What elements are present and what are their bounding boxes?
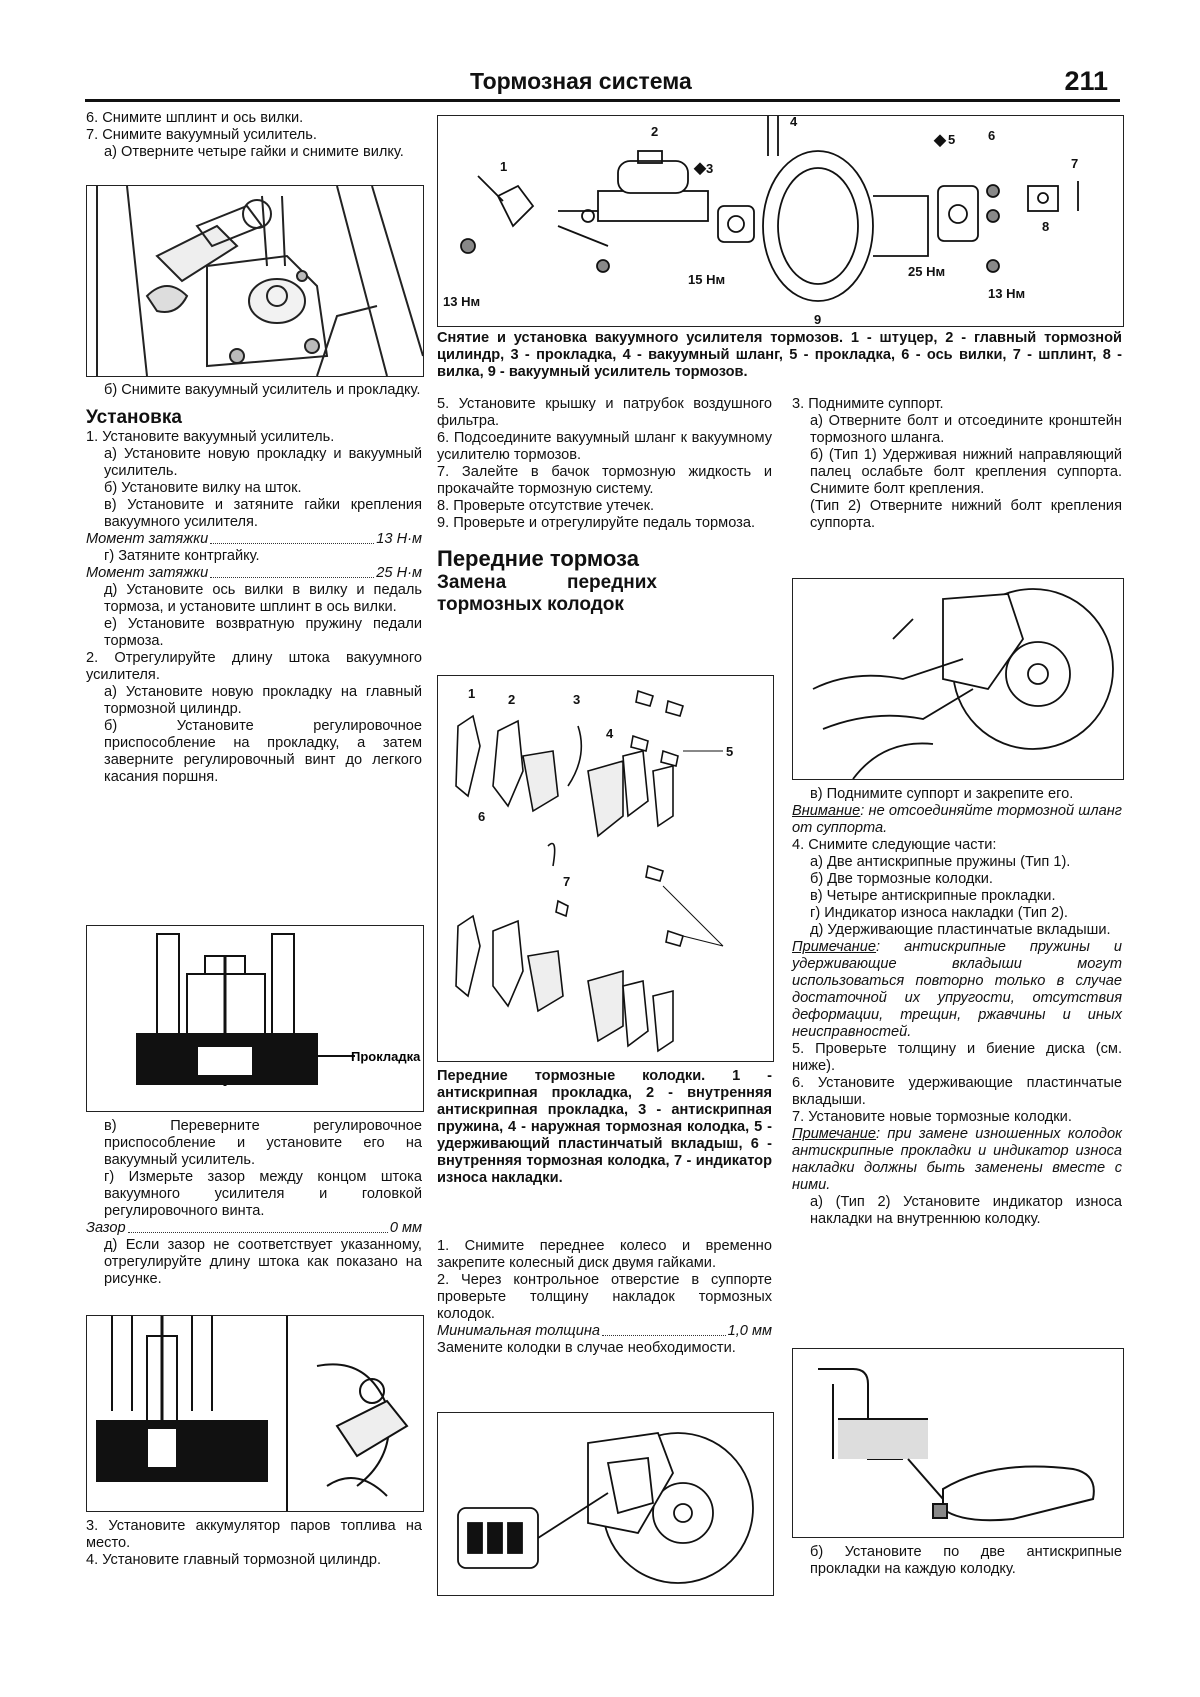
callout-4: 4	[606, 726, 614, 741]
step: б) Две тормозные колодки.	[810, 871, 993, 887]
callout-3: 3	[706, 161, 714, 176]
torque-label: 13 Нм	[443, 294, 481, 309]
step: в) Поднимите суппорт и закрепите его.	[810, 786, 1074, 802]
torque-spec-2	[86, 565, 422, 582]
step: б) (Тип 1) Удерживая нижний направляющий палец ослабьте болт крепления суппорта. Снимите болт крепления.	[810, 447, 1122, 497]
note	[792, 1126, 1122, 1194]
step: 5. Проверьте толщину и биение диска (см. ниже).	[792, 1041, 1122, 1074]
col1-bottom-text	[86, 1518, 422, 1569]
step: в) Четыре антискрипные прокладки.	[810, 888, 1056, 904]
step: а) Установите новую прокладку на главный тормозной цилиндр.	[104, 684, 422, 717]
gap-spec	[86, 1220, 422, 1237]
rod-adjust-illustration	[87, 1316, 423, 1511]
step: 6. Снимите шплинт и ось вилки.	[86, 110, 304, 126]
adjust-tool-illustration	[87, 926, 423, 1111]
step: 7. Залейте в бачок тормозную жидкость и прокачайте тормозную систему.	[437, 464, 772, 497]
step: в) Переверните регулировочное приспособление и установите его на вакуумный усилитель.	[104, 1118, 422, 1168]
gasket-label: Прокладка	[351, 1049, 421, 1064]
step: д) Удерживающие пластинчатые вкладыши.	[810, 922, 1111, 938]
callout-6: 6	[988, 128, 996, 143]
note-text: : антискрипные пружины и удерживающие вкладыши могут использоваться повторно только в случае достаточной их упругости, отсутствия деформации, трещин, ржавчины и иных неисправностей.	[792, 939, 1122, 1040]
figure-booster-nuts	[86, 185, 424, 377]
step: 9. Проверьте и отрегулируйте педаль тормоза.	[437, 515, 756, 531]
col3-mid-text	[792, 786, 1122, 1228]
step: а) Установите новую прокладку и вакуумный усилитель.	[104, 446, 422, 479]
callout-7: 7	[1071, 156, 1079, 171]
install-heading: Установка	[86, 407, 182, 428]
caliper-inspection-illustration	[438, 1413, 773, 1595]
step: б) Установите по две антискрипные прокладки на каждую колодку.	[810, 1544, 1122, 1577]
step: 4. Снимите следующие части:	[792, 837, 997, 853]
callout-5: 5	[948, 132, 956, 147]
spec-label: Зазор	[86, 1220, 126, 1236]
col1-after-fig1	[86, 382, 422, 786]
step: е) Установите возвратную пружину педали тормоза.	[104, 616, 422, 649]
callout-1: 1	[468, 686, 476, 701]
spec-value: 25 Н·м	[376, 565, 422, 581]
pads-figure-caption: Передние тормозные колодки. 1 - антискрипная прокладка, 2 - внутренняя антискрипная прокладка, 3 - антискрипная пружина, 4 - наружная тормозная колодка, 5 - удерживающий пластинчатый вкладыш, 6 - внутренняя тормозная колодка, 7 - индикатор износа накладки.	[437, 1068, 772, 1186]
step: а) Две антискрипные пружины (Тип 1).	[810, 854, 1071, 870]
callout-9: 9	[814, 312, 822, 326]
step: 2. Через контрольное отверстие в суппорте проверьте толщину накладок тормозных колодок.	[437, 1272, 772, 1322]
wear-indicator-illustration	[793, 1349, 1123, 1537]
step: а) Отверните четыре гайки и снимите вилку.	[104, 144, 404, 160]
step: 7. Снимите вакуумный усилитель.	[86, 127, 317, 143]
col1-after-fig2	[86, 1118, 422, 1288]
step: б) Снимите вакуумный усилитель и прокладку.	[104, 382, 421, 398]
callout-1: 1	[500, 159, 508, 174]
step: 7. Установите новые тормозные колодки.	[792, 1109, 1072, 1125]
spec-value: 1,0 мм	[727, 1323, 772, 1339]
step: 6. Установите удерживающие пластинчатые вкладыши.	[792, 1075, 1122, 1108]
figure-caliper-inspection	[437, 1412, 774, 1596]
sub-heading: Замена передних тормозных колодок	[437, 572, 657, 615]
warning-text: : не отсоединяйте тормозной шланг от суппорта.	[792, 803, 1122, 836]
page-header-title: Тормозная система	[470, 68, 692, 94]
spec-value: 0 мм	[389, 1220, 422, 1236]
booster-nuts-illustration	[87, 186, 423, 376]
step: в) Установите и затяните гайки крепления вакуумного усилителя.	[104, 497, 422, 530]
callout-7: 7	[563, 874, 571, 889]
warning	[792, 803, 1122, 837]
torque-label: 15 Нм	[688, 272, 726, 287]
torque-label: 25 Нм	[908, 264, 946, 279]
step: д) Если зазор не соответствует указанному, отрегулируйте длину штока как показано на рисунке.	[104, 1237, 422, 1287]
min-thickness-spec	[437, 1323, 772, 1340]
note-label: Примечание	[792, 1126, 877, 1142]
figure-brake-pads	[437, 675, 774, 1062]
step: 4. Установите главный тормозной цилиндр.	[86, 1552, 382, 1568]
booster-assembly-illustration	[438, 116, 1123, 326]
step: 3. Поднимите суппорт.	[792, 396, 944, 412]
callout-2: 2	[651, 124, 659, 139]
warning-label: Внимание	[792, 803, 861, 819]
figure-lift-caliper	[792, 578, 1124, 780]
brake-pads-illustration	[438, 676, 773, 1061]
step: 6. Подсоедините вакуумный шланг к вакуумному усилителю тормозов.	[437, 430, 772, 463]
callout-2: 2	[508, 692, 516, 707]
figure-wear-indicator	[792, 1348, 1124, 1538]
step: б) Установите регулировочное приспособление на прокладку, а затем заверните регулировочный винт до легкого касания поршня.	[104, 718, 422, 785]
step: Замените колодки в случае необходимости.	[437, 1340, 736, 1356]
step: г) Затяните контргайку.	[104, 548, 260, 564]
note	[792, 939, 1122, 1041]
step: г) Индикатор износа накладки (Тип 2).	[810, 905, 1068, 921]
torque-spec-1	[86, 531, 422, 548]
step: 1. Снимите переднее колесо и временно закрепите колесный диск двумя гайками.	[437, 1238, 772, 1271]
col2-bottom-text	[437, 1238, 772, 1357]
note-text: : при замене изношенных колодок антискрипные прокладки и индикатор износа накладки должны быть заменены вместе с ними.	[792, 1126, 1122, 1193]
step: 5. Установите крышку и патрубок воздушного фильтра.	[437, 396, 772, 429]
callout-4: 4	[790, 116, 798, 129]
step: а) (Тип 2) Установите индикатор износа накладки на внутреннюю колодку.	[810, 1194, 1122, 1227]
step: 3. Установите аккумулятор паров топлива на место.	[86, 1518, 422, 1551]
step: д) Установите ось вилки в вилку и педаль тормоза, и установите шплинт в ось вилки.	[104, 582, 422, 615]
step: 2. Отрегулируйте длину штока вакуумного усилителя.	[86, 650, 422, 683]
callout-6: 6	[478, 809, 486, 824]
col3-bottom-text	[792, 1544, 1122, 1578]
page-number: 211	[1064, 66, 1108, 96]
torque-label: 13 Нм	[988, 286, 1026, 301]
step: б) Установите вилку на шток.	[104, 480, 302, 496]
spec-label: Минимальная толщина	[437, 1323, 600, 1339]
figure-adjust-tool	[86, 925, 424, 1112]
note-label: Примечание	[792, 939, 877, 955]
col2-top-text	[437, 396, 772, 616]
step: г) Измерьте зазор между концом штока вакуумного усилителя и головкой регулировочного винта.	[104, 1169, 422, 1219]
section-heading: Передние тормоза	[437, 546, 639, 571]
booster-figure-caption: Снятие и установка вакуумного усилителя тормозов. 1 - штуцер, 2 - главный тормозной цилиндр, 3 - прокладка, 4 - вакуумный шланг, 5 - прокладка, 6 - ось вилки, 7 - шплинт, 8 - вилка, 9 - вакуумный усилитель тормозов.	[437, 330, 1122, 380]
callout-8: 8	[1042, 219, 1050, 234]
spec-value: 13 Н·м	[376, 531, 422, 547]
spec-label: Момент затяжки	[86, 565, 209, 581]
step: 1. Установите вакуумный усилитель.	[86, 429, 335, 445]
lift-caliper-illustration	[793, 579, 1123, 779]
callout-3: 3	[573, 692, 581, 707]
callout-5: 5	[726, 744, 734, 759]
figure-booster-assembly	[437, 115, 1124, 327]
header-rule	[85, 99, 1120, 102]
figure-rod-adjust	[86, 1315, 424, 1512]
spec-label: Момент затяжки	[86, 531, 209, 547]
step: а) Отверните болт и отсоедините кронштейн тормозного шланга.	[810, 413, 1122, 446]
step: (Тип 2) Отверните нижний болт крепления суппорта.	[810, 498, 1122, 531]
col3-top-text	[792, 396, 1122, 532]
col1-top-text	[86, 110, 422, 161]
step: 8. Проверьте отсутствие утечек.	[437, 498, 655, 514]
